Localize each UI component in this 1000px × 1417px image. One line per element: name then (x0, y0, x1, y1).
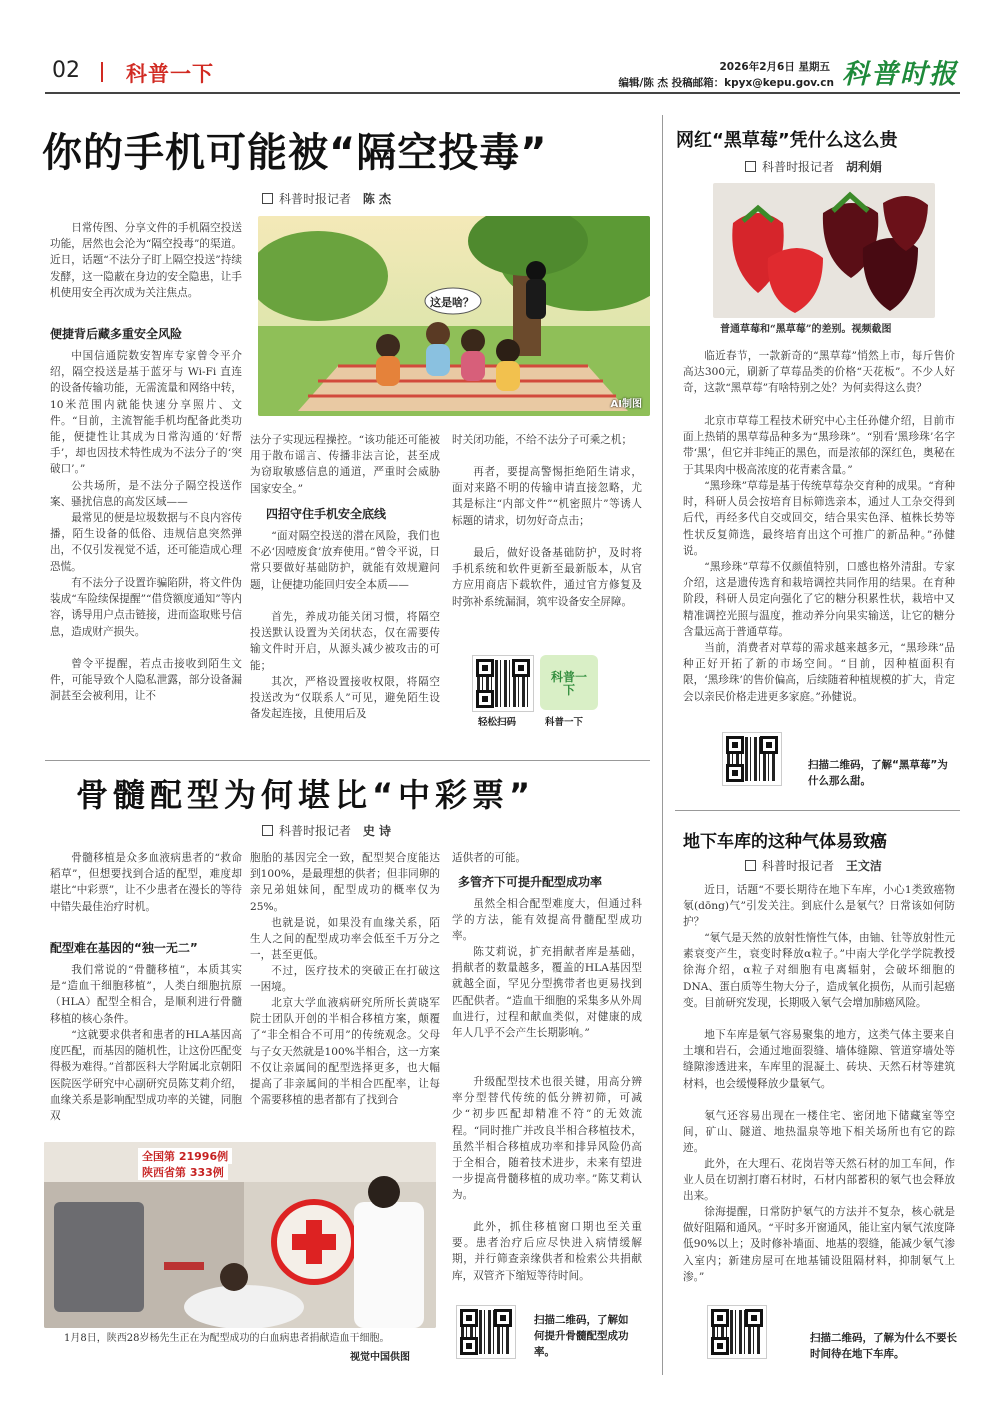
article2-para: 虽然全相合配型难度大，但通过科学的方法，能有效提高骨髓配型成功率。 (452, 898, 642, 943)
masthead-logo: 科普时报 (842, 59, 958, 90)
qr-corner-icon (460, 1309, 478, 1327)
byline-name: 陈 杰 (362, 192, 392, 206)
article1-para: “面对隔空投送的潜在风险，我们也不必‘因噎废食’放弃使用。”曾令平说，日常只要做好基础防护，就能有效规避问题，让便捷功能回归安全本质—— (250, 530, 440, 591)
article4-para: 地下车库是氡气容易聚集的地方，这类气体主要来自土壤和岩石，会通过地面裂缝、墙体缝隙、管道穿墙处等缝隙渗透进来，车库里的混凝土、砖块、天然石材等建筑材料，也会缓慢释放少量氡气。 (683, 1029, 955, 1090)
qr-label-scan: 轻松扫码 (478, 717, 517, 728)
article1-qr-code[interactable] (472, 655, 534, 712)
kepuyixia-logo (540, 655, 598, 710)
donation-photo (44, 1142, 436, 1328)
article2-photo (44, 1142, 436, 1328)
article2-qr-code[interactable] (456, 1305, 516, 1359)
article4-para: “氡气是天然的放射性惰性气体，由铀、钍等放射性元素衰变产生，衰变时释放α粒子。”中南大学化学学院教授徐海介绍，α粒子对细胞有电离辐射，会破坏细胞的DNA、蛋白质等生物大分子，造成氧化损伤，从而引起癌变。目前研究发现，长期吸入氡气会增加肺癌风险。 (683, 932, 955, 1009)
article1-para: 其次，严格设置接收权限，将隔空投送改为“仅联系人”可见，避免陌生设备发起连接，且使用后及 (250, 676, 440, 721)
article1-para: 首先，养成功能关闭习惯，将隔空投送默认设置为关闭状态，仅在需要传输文件时开启，从源头减少被攻击的可能； (250, 611, 440, 672)
article4-body (683, 882, 955, 1285)
article2-byline (262, 822, 391, 839)
article1-title: 你的手机可能被“隔空投毒” (42, 130, 548, 176)
byline-prefix: 科普时报记者 (279, 192, 352, 206)
article2-para: “这就要求供者和患者的HLA基因高度匹配，而基因的随机性，让这份匹配变得极为难得。”首都医科大学附属北京朝阳医院医学研究中心副研究员陈艾莉介绍，血缘关系是影响配型成功率的关键，同胞双 (50, 1029, 242, 1123)
byline-name: 史 诗 (362, 824, 392, 838)
qr-corner-icon (760, 736, 778, 754)
byline-name: 胡利娟 (845, 160, 882, 174)
article4-byline (745, 857, 882, 874)
qr-corner-icon (494, 1309, 512, 1327)
article4-para: 近日，话题“不要长期待在地下车库，小心1类致癌物氡(dōng)气”引发关注。到底什么是氡气？日常该如何防护？ (683, 884, 955, 929)
article2-column2 (250, 850, 440, 1125)
article2-column3 (452, 850, 642, 1300)
article1-byline (262, 190, 391, 207)
qr-label-section: 科普一下 (545, 717, 584, 728)
byline-prefix: 科普时报记者 (279, 824, 352, 838)
header-rule (45, 92, 960, 94)
article3-title: 网红“黑草莓”凭什么这么贵 (676, 130, 898, 151)
article3-qr-code[interactable] (722, 732, 782, 786)
byline-box-icon (745, 161, 756, 172)
article4-para: 此外，在大理石、花岗岩等天然石材的加工车间，作业人员在切割打磨石材时，石材内部蓄积的氡气也会释放出来。 (683, 1158, 955, 1203)
article1-column2 (250, 432, 440, 722)
byline-prefix: 科普时报记者 (762, 160, 835, 174)
article3-para: 临近春节，一款新奇的“黑草莓”悄然上市，每斤售价高达300元，刷新了草莓品类的价格“天花板”。不少人好奇，这款“黑草莓”有啥特别之处？为何卖得这么贵？ (683, 350, 955, 395)
article2-para: 此外，抓住移植窗口期也至关重要。患者治疗后应尽快进入病情缓解期，并行筛查亲缘供者和检索公共捐献库，双管齐下缩短等待时间。 (452, 1221, 642, 1282)
article1-column3 (452, 432, 642, 642)
article3-para: “黑珍珠”草莓不仅颜值特别，口感也格外清甜。专家介绍，这是遗传选育和栽培调控共同作用的结果。在育种阶段，科研人员定向强化了它的糖分积累性状，栽培中又精准调控光照与温度，推动养分向果实输送，让它的糖分含量远高于普通草莓。 (683, 561, 955, 638)
column-divider (662, 115, 663, 1375)
article4-para: 氡气还容易出现在一楼住宅、密闭地下储藏室等空间，矿山、隧道、地热温泉等地下相关场所也有它的踪迹。 (683, 1110, 955, 1155)
article2-qr-text: 扫描二维码，了解如何提升骨髓配型成功率。 (534, 1314, 629, 1358)
article2-title: 骨髓配型为何堪比“中彩票” (76, 776, 536, 814)
article4-qr-text: 扫描二维码，了解为什么不要长时间待在地下车库。 (810, 1332, 957, 1360)
article2-para: 北京大学血液病研究所所长黄晓军院士团队开创的半相合移植方案，颠覆了“非全相合不可用”的传统观念。父母与子女天然就是100%半相合，这一方案不仅让亲属间的配型选择更多，也大幅提高了非亲属间的半相合匹配率，让每个需要移植的患者都有了找到合 (250, 997, 440, 1107)
article1-para: 法分子实现远程操控。“该功能还可能被用于散布谣言、传播非法言论，甚至成为窃取敏感信息的通道，严重时会威胁国家安全。” (250, 434, 440, 495)
article1-para: 最后，做好设备基础防护，及时将手机系统和软件更新至最新版本，从官方应用商店下载软件，通过官方修复及时弥补系统漏洞，筑牢设备安全屏障。 (452, 547, 642, 608)
editor-line: 编辑/陈 杰 投稿邮箱：kpyx@kepu.gov.cn (618, 77, 834, 89)
park-illustration (258, 216, 650, 416)
date-line: 2026年2月6日 星期五 (719, 61, 830, 73)
article2-para: 陈艾莉说，扩充捐献者库是基础，捐献者的数量越多，覆盖的HLA基因型就越全面，罕见分型携带者也更易找到匹配供者。“造血干细胞的采集多从外周血进行，过程和献血类似，对健康的成年人几乎不会产生长期影响。” (452, 946, 642, 1040)
article-divider (45, 760, 650, 761)
qr-corner-icon (711, 1309, 729, 1327)
article3-body (683, 348, 955, 705)
qr-corner-icon (460, 1337, 478, 1355)
article1-subhead2: 四招守住手机安全底线 (266, 507, 387, 521)
image-credit: AI制图 (610, 399, 642, 410)
article-divider-right (675, 810, 960, 811)
qr-corner-icon (476, 690, 494, 708)
logo-text: 科普一下 (550, 670, 587, 697)
article3-qr-text: 扫描二维码，了解“黑草莓”为什么那么甜。 (808, 759, 948, 787)
article1-column1 (50, 220, 242, 704)
article3-para: 当前，消费者对草莓的需求越来越多元，“黑珍珠”品种正好开拓了新的市场空间。“目前，因种植面积有限，‘黑珍珠’的售价偏高，后续随着种植规模的扩大，肯定会以亲民价格走进更多家庭。”孙健说。 (683, 642, 955, 703)
article1-para: 中国信通院数安智库专家曾令平介绍，隔空投送是基于蓝牙与 Wi-Fi 直连的设备传输功能，无需流量和网络中转，10米范围内就能快速分享照片、文件。“目前，主流智能手机均配备此类功能，便捷性让其成为日常沟通的‘好帮手’，却也因技术特性成为不法分子的‘突破口’。” (50, 350, 242, 476)
article1-para: 时关闭功能，不给不法分子可乘之机； (452, 434, 633, 446)
article4-para: 徐海提醒，日常防护氡气的方法并不复杂，核心就是做好阻隔和通风。“平时多开窗通风，能让室内氡气浓度降低90%以上；及时修补墙面、地基的裂缝，能减少氡气渗入室内；新建房屋可在地基铺设阻隔材料，抑制氡气上渗。” (683, 1206, 955, 1283)
section-name: 科普一下 (126, 62, 214, 86)
sign-province-count: 陕西省第 333例 (138, 1164, 228, 1180)
byline-box-icon (745, 860, 756, 871)
article2-para: 适供者的可能。 (452, 852, 527, 864)
article1-para: 有不法分子设置诈骗陷阱，将文件伪装成“车险续保提醒”“借贷额度通知”等内容，诱导用户点击链接，进而盗取账号信息，造成财产损失。 (50, 577, 242, 638)
byline-box-icon (262, 825, 273, 836)
qr-corner-icon (512, 659, 530, 677)
article3-byline (745, 158, 882, 175)
article1-illustration (258, 216, 650, 416)
article1-para: 再者，要提高警惕拒绝陌生请求，面对来路不明的传输申请直接忽略，尤其是标注“内部文件”“机密照片”等诱人标题的请求，切勿好奇点击； (452, 466, 642, 527)
article4-qr-code[interactable] (707, 1305, 767, 1359)
page-header (0, 0, 1000, 100)
strawberry-photo (713, 183, 935, 318)
article3-para: “黑珍珠”草莓是基于传统草莓杂交育种的成果。“育种时，科研人员会按培育目标筛选亲本，通过人工杂交得到后代，再经多代自交或回交，结合果实色泽、植株长势等性状反复筛选，最终培育出这个可推广的新品种。”孙健说。 (683, 480, 955, 557)
page-number: 02 (52, 58, 80, 83)
qr-corner-icon (726, 764, 744, 782)
article2-para: 我们常说的“骨髓移植”，本质其实是“造血干细胞移植”，人类白细胞抗原（HLA）配型全相合，是顺利进行骨髓移植的核心条件。 (50, 964, 242, 1025)
article4-title: 地下车库的这种气体易致癌 (683, 832, 887, 852)
header-divider (101, 62, 103, 82)
qr-corner-icon (711, 1337, 729, 1355)
article1-subhead1: 便捷背后藏多重安全风险 (50, 327, 183, 341)
article1-lead: 日常传图、分享文件的手机隔空投送功能，居然也会沦为“隔空投毒”的渠道。近日，话题“不法分子盯上隔空投送”持续发酵，这一隐蔽在身边的安全隐患，让手机使用安全再次成为关注焦点。 (50, 222, 242, 299)
article2-para: 升级配型技术也很关键，用高分辨率分型替代传统的低分辨初筛，可减少“初步匹配却精准不符”的无效流程。“同时推广并改良半相合移植技术，虽然半相合移植成功率和排异风险仍高于全相合，随着技术进步，未来有望进一步提高骨髓移植的成功率。”陈艾莉认为。 (452, 1076, 642, 1202)
article3-para: 北京市草莓工程技术研究中心主任孙健介绍，目前市面上热销的黑草莓品种多为“黑珍珠”。“别看‘黑珍珠’名字带‘黑’，但它并非纯正的黑色，而是浓郁的深红色，奥秘在于其果肉中极高浓度的花青素含量。” (683, 415, 955, 476)
article2-subhead1: 配型难在基因的“独一无二” (50, 941, 198, 955)
byline-name: 王文洁 (845, 859, 882, 873)
article1-para: 最常见的便是垃圾数据与不良内容传播，陌生设备的低俗、违规信息突然弹出，不仅引发视觉不适，还可能造成心理恐慌。 (50, 512, 242, 573)
article3-caption: 普通草莓和“黑草莓”的差别。视频截图 (720, 324, 892, 335)
article2-column1 (50, 850, 242, 1140)
article2-subhead2: 多管齐下可提升配型成功率 (458, 875, 603, 889)
article2-lead: 骨髓移植是众多血液病患者的“救命稻草”，但想要找到合适的配型，难度却堪比“中彩票”，让不少患者在漫长的等待中错失最佳治疗时机。 (50, 852, 242, 913)
article2-para: 不过，医疗技术的突破正在打破这一困境。 (250, 965, 440, 994)
byline-prefix: 科普时报记者 (762, 859, 835, 873)
article1-para: 曾令平提醒，若点击接收到陌生文件，可能导致个人隐私泄露，部分设备漏洞甚至会被利用，让不 (50, 658, 242, 703)
byline-box-icon (262, 193, 273, 204)
article2-photo-caption: 1月8日，陕西28岁杨先生正在为配型成功的白血病患者捐献造血干细胞。 (64, 1333, 390, 1344)
qr-corner-icon (476, 659, 494, 677)
qr-corner-icon (745, 1309, 763, 1327)
speech-bubble-text: 这是啥？ (430, 296, 474, 309)
sign-national-count: 全国第 21996例 (138, 1148, 232, 1164)
article2-para: 胞胎的基因完全一致，配型契合度能达到100%，是最理想的供者；但非同卵的亲兄弟姐妹间，配型成功的概率仅为25%。 (250, 852, 440, 913)
article3-photo (713, 183, 935, 318)
qr-corner-icon (726, 736, 744, 754)
article1-para: 公共场所，是不法分子隔空投送作案、骚扰信息的高发区域—— (50, 480, 242, 509)
article2-para: 也就是说，如果没有血缘关系，陌生人之间的配型成功率会低至千万分之一，甚至更低。 (250, 917, 440, 962)
article2-photo-credit: 视觉中国供图 (350, 1352, 410, 1363)
